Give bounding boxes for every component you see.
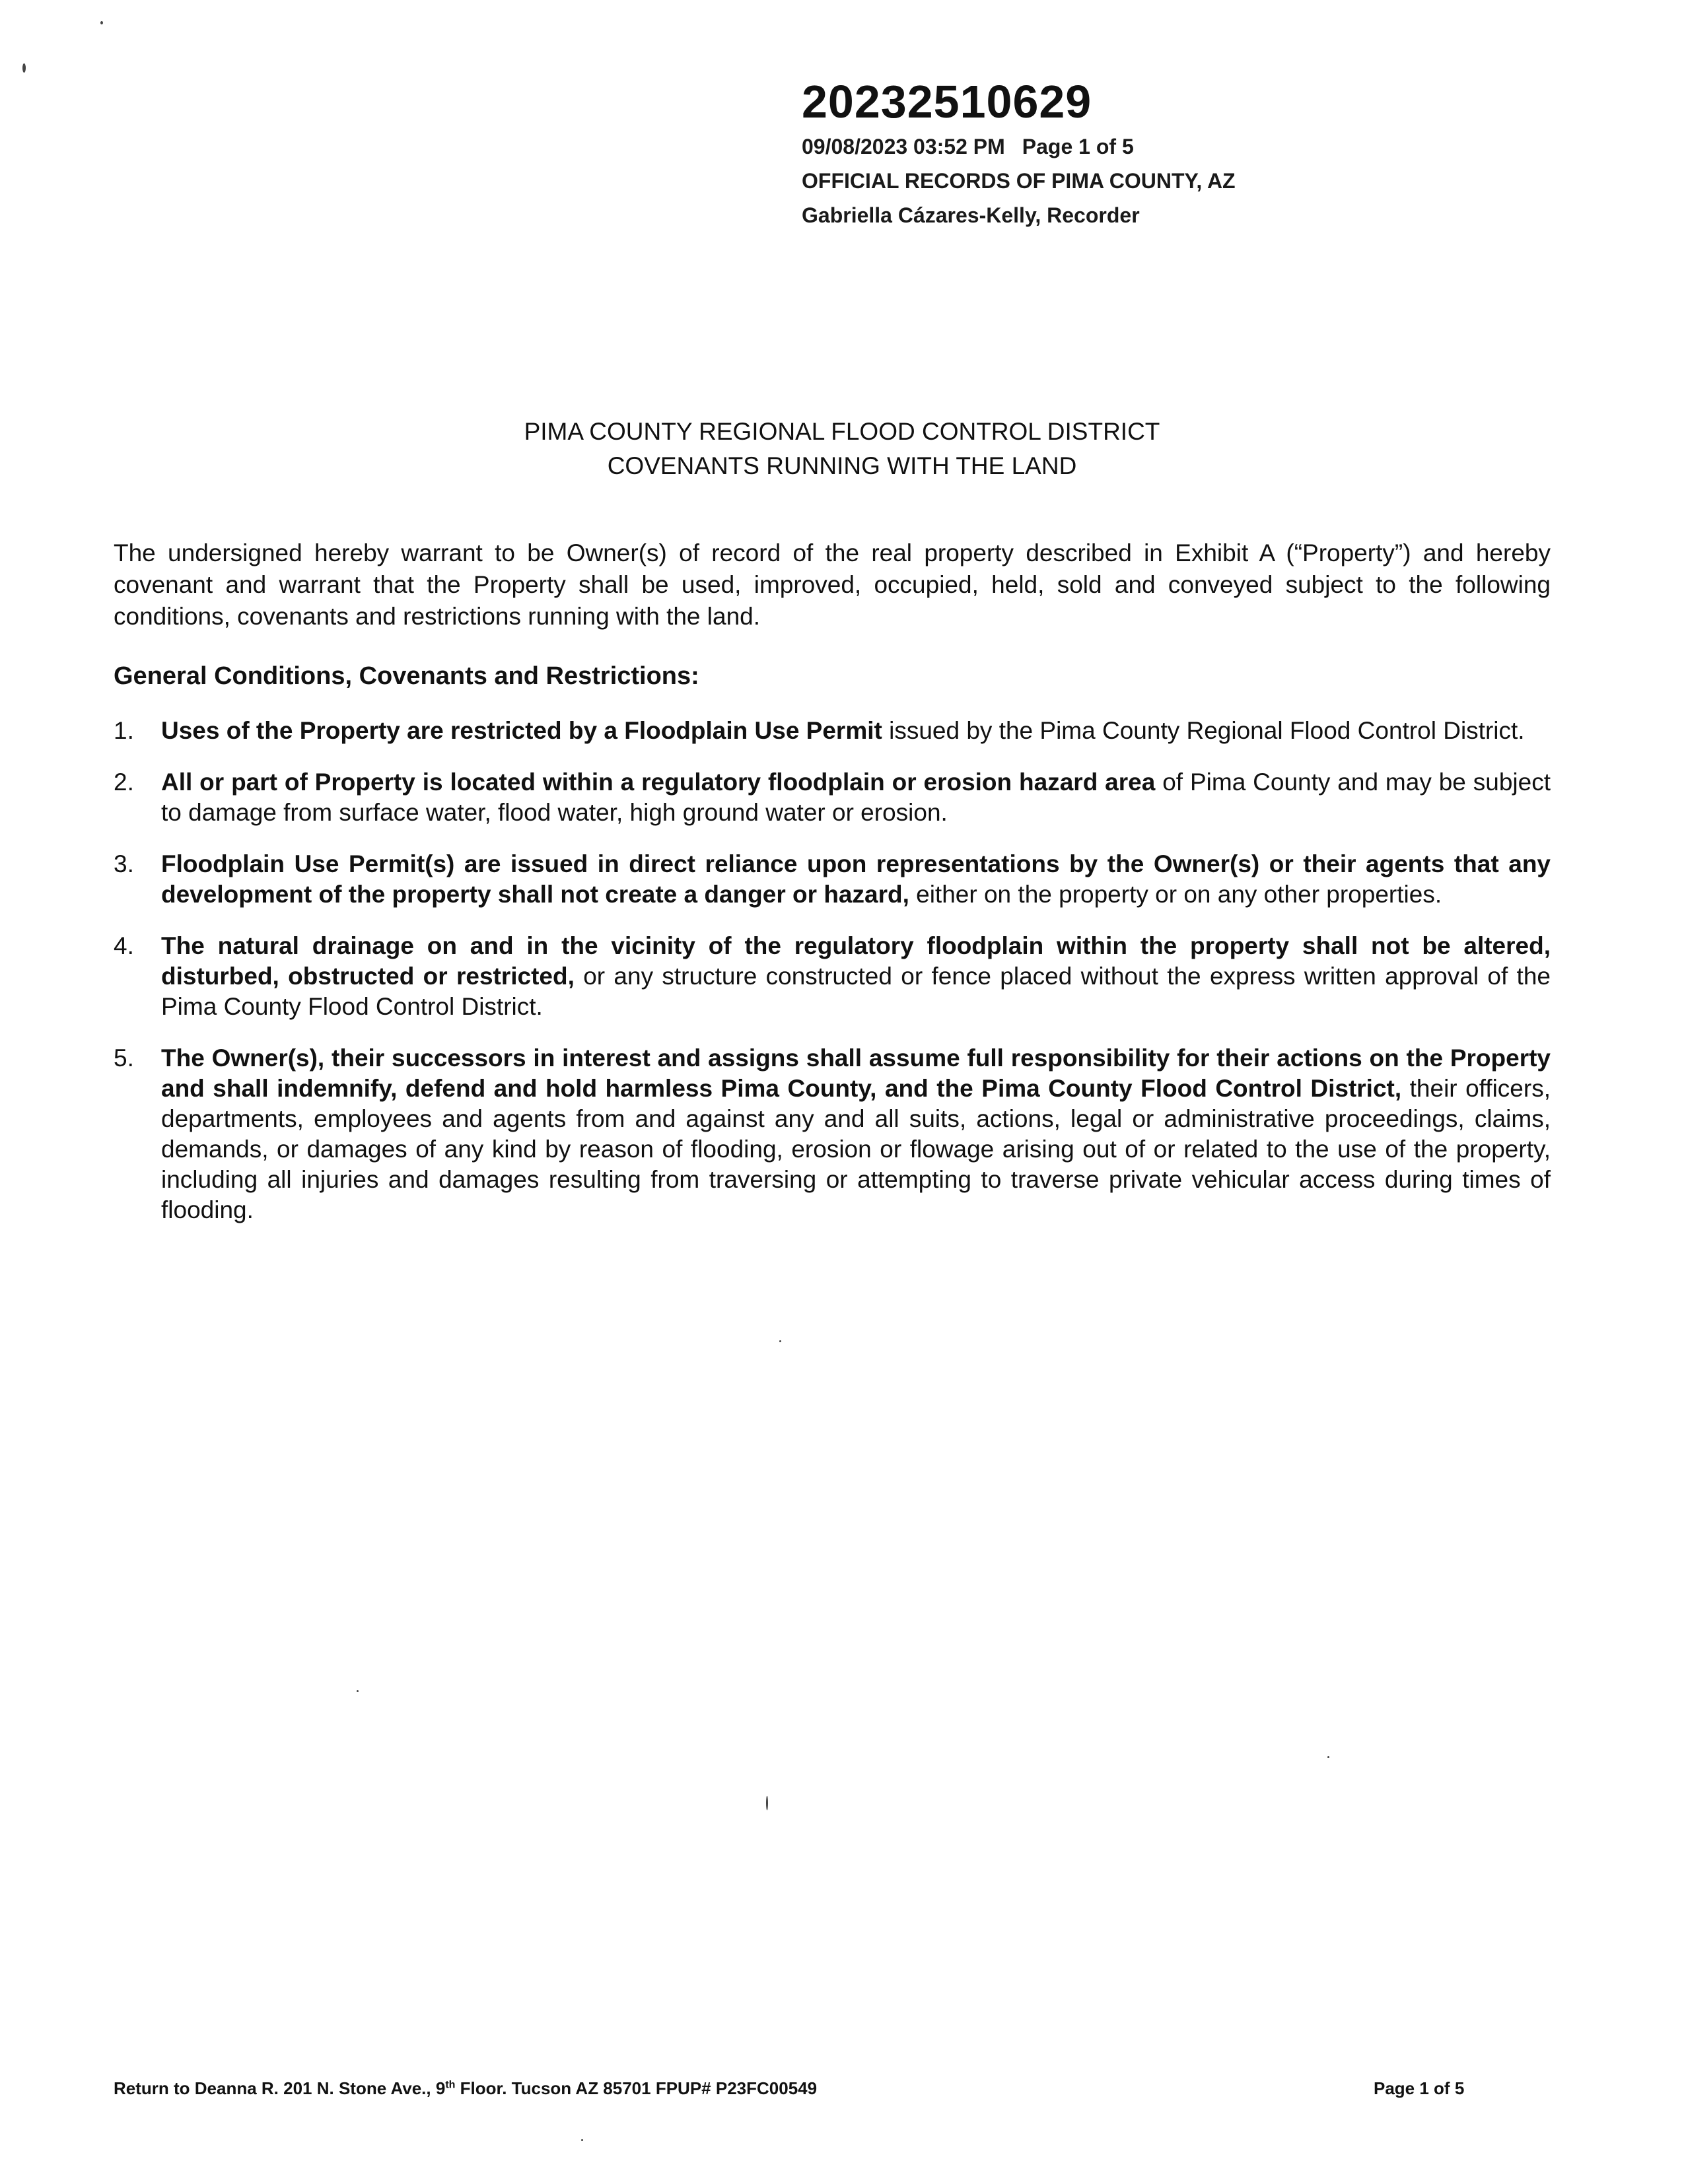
covenant-text: or any structure constructed or fence placed without the express written approval of the Pima County Flood Control District. bbox=[161, 963, 1551, 1020]
document-body bbox=[114, 537, 1551, 1246]
recording-stamp bbox=[802, 74, 1236, 232]
title-line-2: COVENANTS RUNNING WITH THE LAND bbox=[607, 452, 1077, 479]
scan-speck bbox=[357, 1690, 359, 1692]
scan-speck bbox=[22, 63, 26, 73]
covenant-text: their officers, departments, employees and agents from and against any and all suits, actions, legal or administrative proceedings, claims, demands, or damages of any kind by reason of flooding, erosion or flowage arising out of or related to the use of the property, including all injuries and damages resulting from traversing or attempting to traverse private vehicular access during times of flooding. bbox=[161, 1075, 1551, 1223]
covenant-bold-text: The Owner(s), their successors in interest and assigns shall assume full responsibility for their actions on the Property and shall indemnify, defend and hold harmless Pima County, and the Pima County Flood Control District, bbox=[161, 1044, 1551, 1102]
covenant-item bbox=[114, 767, 1551, 828]
covenant-item bbox=[114, 931, 1551, 1022]
recording-page: Page 1 of 5 bbox=[1022, 135, 1134, 158]
covenant-list bbox=[114, 716, 1551, 1225]
covenant-number: 5. bbox=[114, 1044, 134, 1072]
document-number: 20232510629 bbox=[802, 76, 1092, 127]
covenant-text: of Pima County and may be subject to damage from surface water, flood water, high ground water or erosion. bbox=[161, 768, 1551, 826]
recorder-name: Gabriella Cázares-Kelly, Recorder bbox=[802, 203, 1140, 227]
covenant-bold-text: Floodplain Use Permit(s) are issued in direct reliance upon representations by the Owner(s) or their agents that any development of the property shall not create a danger or hazard, bbox=[161, 850, 1551, 908]
scan-speck bbox=[581, 2139, 583, 2141]
document-title bbox=[0, 415, 1684, 483]
covenant-text: either on the property or on any other properties. bbox=[909, 881, 1442, 908]
title-line-1: PIMA COUNTY REGIONAL FLOOD CONTROL DISTRICT bbox=[524, 418, 1160, 445]
footer-return-suffix: Floor. Tucson AZ 85701 FPUP# P23FC00549 bbox=[455, 2078, 818, 2098]
covenant-number: 2. bbox=[114, 768, 134, 796]
covenant-number: 1. bbox=[114, 717, 134, 744]
recording-office: OFFICIAL RECORDS OF PIMA COUNTY, AZ bbox=[802, 169, 1236, 193]
section-heading: General Conditions, Covenants and Restrictions: bbox=[114, 662, 699, 690]
covenant-item bbox=[114, 716, 1551, 746]
covenant-text: issued by the Pima County Regional Flood Control District. bbox=[882, 717, 1525, 744]
footer-return-superscript: th bbox=[445, 2079, 456, 2091]
covenant-number: 4. bbox=[114, 932, 134, 959]
covenant-bold-text: Uses of the Property are restricted by a Floodplain Use Permit bbox=[161, 717, 882, 744]
recording-datetime-line bbox=[802, 129, 1236, 164]
scan-speck bbox=[779, 1340, 781, 1342]
scan-speck bbox=[1327, 1756, 1329, 1758]
covenant-item bbox=[114, 1043, 1551, 1225]
covenant-bold-text: The natural drainage on and in the vicinity of the regulatory floodplain within the property shall not be altered, disturbed, obstructed or restricted, bbox=[161, 932, 1551, 990]
scan-speck bbox=[100, 21, 103, 24]
footer-return-address bbox=[114, 2078, 817, 2099]
recording-datetime: 09/08/2023 03:52 PM bbox=[802, 135, 1005, 158]
footer-return-prefix: Return to Deanna R. 201 N. Stone Ave., 9 bbox=[114, 2078, 446, 2098]
covenant-item bbox=[114, 849, 1551, 910]
covenant-number: 3. bbox=[114, 850, 134, 877]
covenant-bold-text: All or part of Property is located within a regulatory floodplain or erosion hazard area bbox=[161, 768, 1156, 796]
intro-paragraph: The undersigned hereby warrant to be Owner(s) of record of the real property described in Exhibit A (“Property”) and hereby covenant and warrant that the Property shall be used, improved, occupied, held, sold and conveyed subject to the following conditions, covenants and restrictions running with the land. bbox=[114, 539, 1551, 630]
footer-page-number: Page 1 of 5 bbox=[1374, 2078, 1465, 2098]
scan-speck bbox=[766, 1796, 768, 1810]
